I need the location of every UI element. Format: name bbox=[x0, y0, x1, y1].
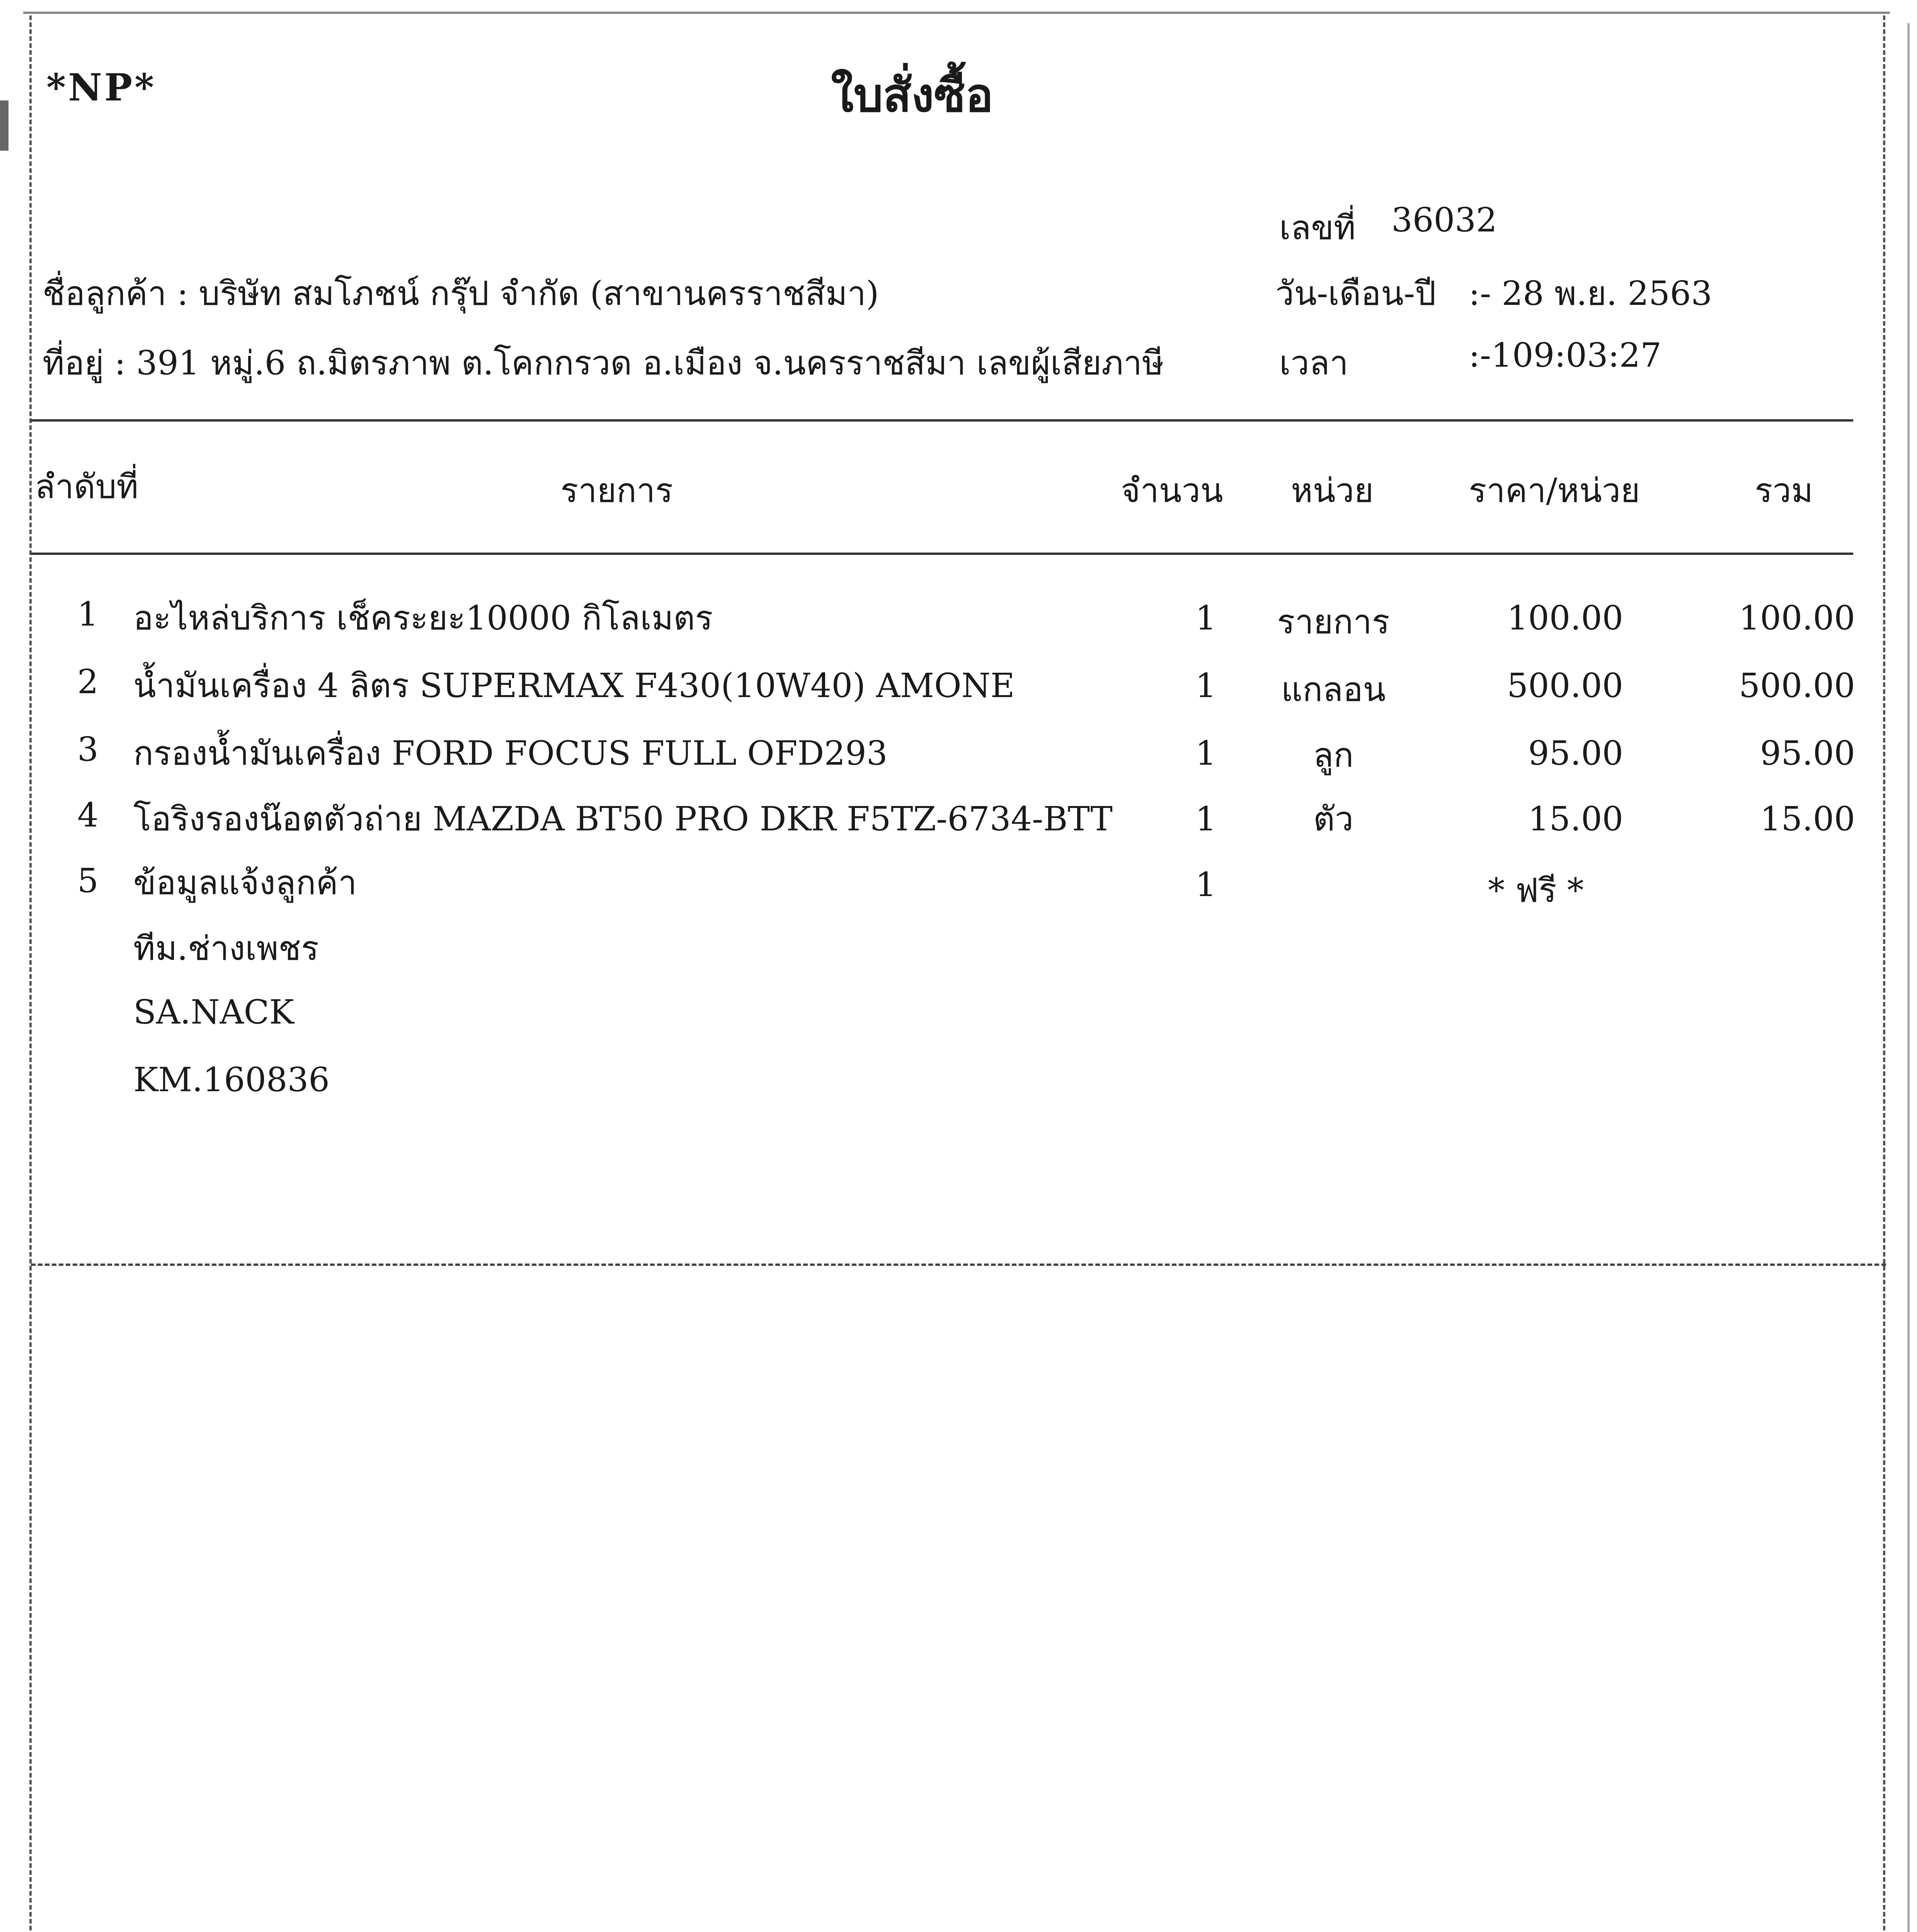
row-seq: 2 bbox=[77, 663, 99, 701]
row-price-free: * ฟรี * bbox=[1488, 871, 1584, 910]
row-seq: 3 bbox=[77, 730, 99, 769]
time-value: :-109:03:27 bbox=[1469, 336, 1662, 375]
scan-edge-right bbox=[1907, 23, 1910, 1932]
row-price: 100.00 bbox=[1507, 599, 1623, 638]
row-qty: 1 bbox=[1195, 599, 1217, 638]
col-seq-header: ลำดับที่ bbox=[35, 468, 139, 506]
row-unit: ลูก bbox=[1313, 736, 1354, 775]
row-item: อะไหล่บริการ เช็คระยะ10000 กิโลเมตร bbox=[133, 599, 713, 638]
row-total: 95.00 bbox=[1760, 734, 1855, 773]
row-seq: 4 bbox=[77, 796, 99, 835]
row-qty: 1 bbox=[1195, 800, 1217, 838]
row-unit: ตัว bbox=[1313, 800, 1354, 838]
col-unit-header: หน่วย bbox=[1291, 471, 1374, 510]
section-dashed-divider bbox=[31, 1264, 1886, 1266]
row-seq: 1 bbox=[77, 595, 99, 634]
note-line: KM.160836 bbox=[133, 1061, 330, 1099]
row-unit: แกลอน bbox=[1281, 670, 1386, 709]
row-item: โอริงรองน๊อตตัวถ่าย MAZDA BT50 PRO DKR F5TZ-6734-BTT bbox=[133, 800, 1113, 838]
row-price: 500.00 bbox=[1507, 667, 1623, 705]
frame-top-border bbox=[23, 12, 1890, 14]
frame-right-border bbox=[1883, 15, 1885, 1932]
number-label: เลขที่ bbox=[1279, 209, 1356, 247]
row-total: 100.00 bbox=[1739, 599, 1855, 638]
time-label: เวลา bbox=[1279, 344, 1348, 383]
document-title: ใบสั่งซื้อ bbox=[831, 68, 994, 122]
row-qty: 1 bbox=[1195, 734, 1217, 773]
customer-address: ที่อยู่ : 391 หมู่.6 ถ.มิตรภาพ ต.โคกกรวด อ.เมือง จ.นครราชสีมา เลขผู้เสียภาษี bbox=[43, 344, 1164, 383]
row-price: 95.00 bbox=[1528, 734, 1623, 773]
customer-name: ชื่อลูกค้า : บริษัท สมโภชน์ กรุ๊ป จำกัด (สาขานครราชสีมา) bbox=[43, 274, 879, 313]
scan-edge-left bbox=[0, 100, 9, 151]
date-label: วัน-เดือน-ปี bbox=[1275, 274, 1436, 313]
row-price: 15.00 bbox=[1528, 800, 1623, 838]
document-code: *NP* bbox=[46, 66, 157, 109]
row-item: ข้อมูลแจ้งลูกค้า bbox=[133, 864, 357, 902]
row-item: น้ำมันเครื่อง 4 ลิตร SUPERMAX F430(10W40) AMONE bbox=[133, 667, 1015, 705]
row-unit: รายการ bbox=[1277, 603, 1390, 641]
row-qty: 1 bbox=[1195, 866, 1217, 904]
row-item: กรองน้ำมันเครื่อง FORD FOCUS FULL OFD293 bbox=[133, 734, 888, 773]
col-total-header: รวม bbox=[1755, 471, 1813, 510]
number-value: 36032 bbox=[1391, 201, 1497, 240]
row-qty: 1 bbox=[1195, 667, 1217, 705]
frame-left-border bbox=[29, 15, 32, 1932]
header-divider bbox=[31, 419, 1853, 422]
col-item-header: รายการ bbox=[560, 471, 673, 510]
note-line: SA.NACK bbox=[133, 993, 294, 1032]
col-qty-header: จำนวน bbox=[1121, 471, 1223, 510]
row-seq: 5 bbox=[77, 862, 99, 900]
table-header-divider bbox=[31, 553, 1853, 555]
row-total: 500.00 bbox=[1739, 667, 1855, 705]
date-value: :- 28 พ.ย. 2563 bbox=[1469, 274, 1713, 313]
col-price-header: ราคา/หน่วย bbox=[1469, 471, 1640, 510]
note-line: ทีม.ช่างเพชร bbox=[133, 929, 319, 968]
row-total: 15.00 bbox=[1760, 800, 1855, 838]
